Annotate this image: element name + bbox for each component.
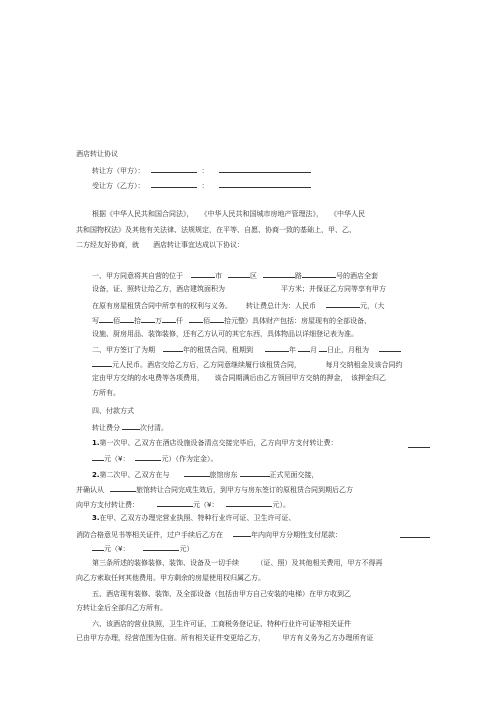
blank[interactable]	[210, 315, 224, 323]
intro-line: 二方经友好协商，就 酒店转让事宜达成以下协议：	[76, 241, 244, 249]
section-1-line: 一、甲方同意将其自营的位于 市 区 路 号的酒店全套	[92, 272, 378, 280]
blank[interactable]	[228, 270, 250, 278]
blank[interactable]	[110, 484, 136, 492]
blank[interactable]	[240, 469, 270, 477]
blank[interactable]	[92, 543, 104, 551]
doc-title: 酒店转让协议	[76, 150, 118, 158]
blank[interactable]	[135, 453, 161, 461]
payment-3-line: 元（¥： 元）	[92, 543, 193, 554]
payment-3-line: 3.在甲、乙双方办理完营业执照、特种行业许可证、卫生许可证、	[92, 514, 296, 522]
section-5-line: 五、酒店现有装修、装饰、及全部设备（包括由甲方自己安装的电梯）在甲方收到乙	[92, 590, 351, 598]
blank[interactable]	[162, 315, 176, 323]
blank[interactable]	[163, 344, 183, 352]
blank[interactable]	[143, 543, 179, 551]
blank[interactable]	[226, 499, 272, 507]
payment-3-line: 第三条所述的装修装修、装饰、设备及一切手续 （证、照）及其他相关费用，甲方不得再	[92, 559, 383, 567]
party-transferor: 转让方（甲方）： ：	[92, 165, 311, 176]
party-transferee: 受让方（乙方）： ：	[92, 180, 311, 191]
payment-1-line: 元（¥： 元）（作为定金）。	[92, 453, 217, 464]
payment-2-line: 向甲方支付转让费： 元（¥： 元）。	[76, 501, 290, 509]
section-2-line: 二、甲方签订了为期 年的租赁合同，租期到 年 月 日止，月租为	[92, 344, 401, 355]
blank[interactable]	[99, 315, 113, 323]
payment-3-line: 向乙方索取任何其他费用。甲方剩余的房屋使用权归属乙方。	[76, 574, 265, 582]
section-1-line: 写 佰 拾 万 仟 佰 拾元整）具体财产包括：房屋现有的全部设备、	[92, 317, 371, 325]
blank[interactable]	[157, 499, 193, 507]
section-2-line: 方所有。	[92, 389, 120, 397]
blank[interactable]	[302, 270, 336, 278]
blank[interactable]	[400, 530, 430, 538]
blank[interactable]	[219, 180, 311, 188]
blank[interactable]	[120, 315, 134, 323]
blank[interactable]	[92, 453, 104, 461]
blank[interactable]	[319, 344, 327, 352]
section-heading: 四、付款方式	[92, 407, 134, 415]
blank[interactable]	[189, 315, 203, 323]
intro-line: 根据《中华人民共和国合同法》， 《中华人民共和国城市房地产管理法》， 《中华人民	[92, 210, 365, 218]
blank[interactable]	[263, 270, 295, 278]
blank[interactable]	[184, 469, 210, 477]
section-6-line: 已由甲方办理，经营范围为住宿。所有相关证件变更给乙方， 甲方有义务为乙方办理所有证	[76, 634, 374, 642]
blank[interactable]	[122, 422, 140, 430]
section-1-line: 设备，证、照转让给乙方，酒店建筑面积为 平方米；并保证乙方同等享有甲方	[92, 285, 386, 293]
intro-line: 共和国物权法》及其他有关法律、法规规定，在平等、自愿、协商一致的基础上，甲、乙、	[76, 226, 356, 234]
blank[interactable]	[141, 315, 155, 323]
section-1-line: 在原有房屋租赁合同中所享有的权利与义务。 转让费总计为：人民币 元，（大	[92, 302, 385, 310]
section-2-line: 定由甲方交纳的水电费等各项费用， 该合同期满后由乙方领回甲方交纳的押金， 该押金归乙	[92, 374, 386, 382]
blank[interactable]	[92, 359, 112, 367]
payment-2-line: 并确认从 旅馆转让合同完成生效后，到甲方与房东签订的原租赁合同到期后乙方	[76, 486, 353, 494]
blank[interactable]	[191, 270, 215, 278]
payment-installments: 转让费分 次付清。	[92, 424, 168, 432]
section-1-line: 设施、厨房用品、装饰装修，还有乙方认可的其它东西，具体物品以详细登记表为准。	[92, 330, 358, 338]
blank[interactable]	[408, 440, 430, 448]
blank[interactable]	[151, 165, 197, 173]
section-2-line: 元人民币。酒店交给乙方后，乙方同意继续履行该租赁合同， 每月交纳租金及该合同约	[92, 359, 403, 370]
section-6-line: 六、该酒店的营业执照，卫生许可证，工商税务登记证、特种行业许可证等相关证件	[92, 620, 351, 628]
blank[interactable]	[379, 344, 401, 352]
section-5-line: 方转让金后全部归乙方所有。	[76, 604, 167, 612]
blank[interactable]	[326, 300, 360, 308]
payment-3-line: 消防合格意见书等相关证件，过户手续后乙方在 年内向甲方分期性支付尾款：	[76, 531, 342, 539]
blank[interactable]	[219, 165, 311, 173]
blank[interactable]	[298, 344, 310, 352]
blank[interactable]	[151, 180, 197, 188]
blank[interactable]	[265, 344, 289, 352]
payment-2-line: 2.第二次甲、乙双方在与 旅馆房东 正式见面交接，	[92, 471, 319, 479]
payment-1-line: 1.第一次甲、乙双方在酒店设施设备清点交接完毕后，乙方向甲方支付转让费：	[92, 439, 338, 447]
blank[interactable]	[233, 529, 251, 537]
